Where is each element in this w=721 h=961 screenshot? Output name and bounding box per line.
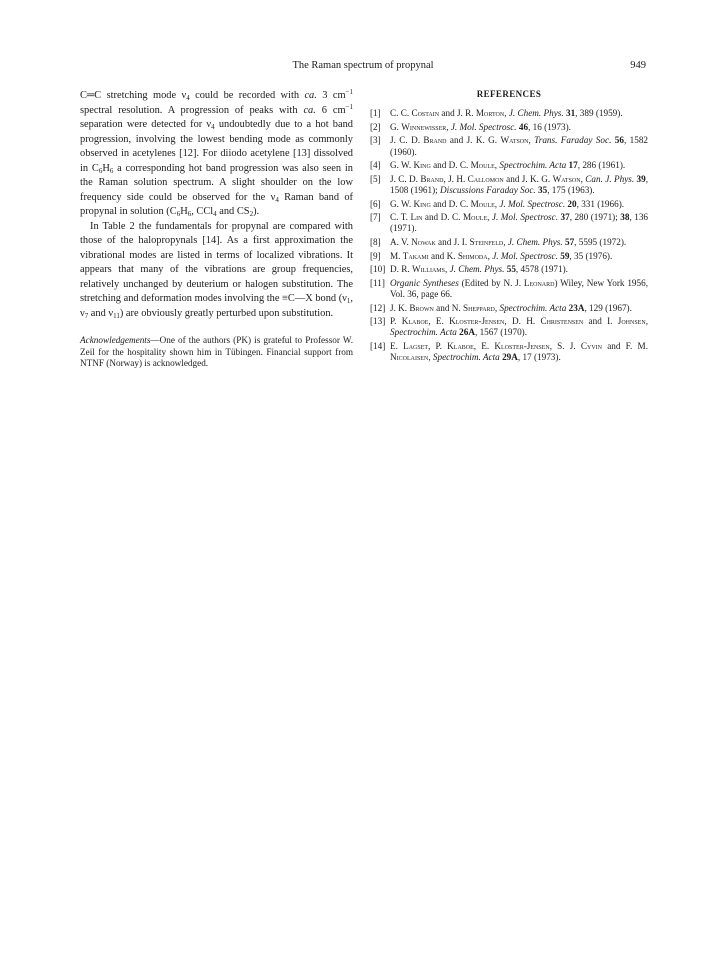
reference-list	[370, 108, 648, 363]
reference-number: [4]	[370, 160, 381, 171]
acknowledgements-text: —One of the authors (PK) is grateful to Professor W. Zeil for the hospitality shown him in Tübingen. Financial support from NTNF (Norway) is acknowledged.	[80, 335, 353, 368]
reference-text: Organic Syntheses (Edited by N. J. Leonard) Wiley, New York 1956, Vol. 36, page 66.	[390, 277, 649, 299]
reference-text: C. T. Lin and D. C. Moule, J. Mol. Spectrosc. 37, 280 (1971); 38, 136 (1971).	[390, 212, 649, 234]
reference-text: G. Winnewisser, J. Mol. Spectrosc. 46, 16 (1973).	[390, 121, 571, 132]
acknowledgements	[80, 335, 353, 370]
reference-number: [3]	[370, 135, 381, 146]
reference-text: M. Takami and K. Shimoda, J. Mol. Spectrosc. 59, 35 (1976).	[390, 250, 613, 261]
reference-text: J. C. D. Brand and J. K. G. Watson, Trans. Faraday Soc. 56, 1582 (1960).	[390, 135, 649, 157]
page-header	[80, 60, 646, 76]
reference-text: C. C. Costain and J. R. Morton, J. Chem. Phys. 31, 389 (1959).	[390, 108, 623, 119]
references-column	[370, 89, 648, 366]
reference-text: J. C. D. Brand, J. H. Callomon and J. K. G. Watson, Can. J. Phys. 39, 1508 (1961); Discussions Faraday Soc. 35, 175 (1963).	[390, 173, 649, 195]
reference-item	[370, 341, 648, 363]
reference-text: D. R. Williams, J. Chem. Phys. 55, 4578 (1971).	[390, 264, 568, 275]
reference-number: [2]	[370, 121, 381, 132]
references-heading: REFERENCES	[476, 89, 542, 99]
reference-number: [13]	[370, 316, 386, 327]
acknowledgements-label: Acknowledgements	[80, 335, 151, 345]
reference-item	[370, 135, 648, 157]
reference-item	[370, 160, 648, 171]
reference-text: E. Lagset, P. Klaboe, E. Kloster-Jensen, S. J. Cyvin and F. M. Nicolaisen, Spectrochim. Acta 29A, 17 (1973).	[390, 340, 648, 363]
reference-item	[370, 108, 648, 119]
reference-number: [1]	[370, 108, 381, 119]
reference-number: [6]	[370, 198, 381, 209]
reference-item	[370, 122, 648, 133]
reference-text: G. W. King and D. C. Moule, J. Mol. Spectrosc. 20, 331 (1966).	[390, 198, 625, 209]
body-paragraph-1: C═C stretching mode $\nu_4$ could be recorded with ca. 3 $cm^{-1}$ spectral resolution. A progression of peaks with ca. 6 $cm^{-1}$ separation were detected for $\nu_4$ undoubtedly due to a hot band progression, involving the lowest bending mode as commonly observed in acetylenes [12]. For diiodo acetylene [13] dissolved in $C_6H_6$ a corresponding hot band progression was also seen in the Raman solution spectrum. A slight shoulder on the low frequency side could be observed for the $\nu_4$ Raman band of propynal in solution ($C_6H_6$, CCl$_4$ and $CS_2$).	[80, 88, 354, 218]
reference-item	[370, 174, 648, 196]
reference-item	[370, 212, 648, 234]
body-paragraph-2: In Table 2 the fundamentals for propynal are compared with those of the halopropynals [14]. As a first approximation the vibrational modes are listed in terms of localized vibrations. It appears that many of the vibrations are group frequencies, relatively unchanged by deuterium or halogen substitution. The stretching and deformation modes involving the ≡C—X bond ($\nu_1$, $\nu_7$ and $\nu_{11}$) are obviously greatly perturbed upon substitution.	[80, 220, 353, 320]
reference-text: J. K. Brown and N. Sheppard, Spectrochim. Acta 23A, 129 (1967).	[390, 302, 632, 313]
reference-item	[370, 316, 648, 338]
reference-item	[370, 278, 648, 300]
reference-number: [9]	[370, 250, 381, 261]
running-title: The Raman spectrum of propynal	[292, 60, 434, 71]
reference-number: [8]	[370, 236, 381, 247]
reference-item	[370, 199, 648, 210]
reference-text: G. W. King and D. C. Moule, Spectrochim. Acta 17, 286 (1961).	[390, 160, 626, 171]
reference-number: [10]	[370, 264, 386, 275]
reference-text: P. Klaboe, E. Kloster-Jensen, D. H. Christensen and I. Johnsen, Spectrochim. Acta 26A, 1567 (1970).	[390, 316, 648, 338]
left-column	[80, 89, 353, 370]
reference-text: A. V. Nowak and J. I. Steinfeld, J. Chem. Phys. 57, 5595 (1972).	[390, 236, 627, 247]
reference-number: [14]	[370, 340, 386, 351]
page-number: 949	[630, 60, 646, 71]
reference-number: [5]	[370, 173, 381, 184]
reference-item	[370, 264, 648, 275]
reference-number: [12]	[370, 302, 386, 313]
reference-item	[370, 251, 648, 262]
reference-number: [11]	[370, 277, 385, 288]
reference-item	[370, 303, 648, 314]
reference-item	[370, 237, 648, 248]
reference-number: [7]	[370, 212, 381, 223]
